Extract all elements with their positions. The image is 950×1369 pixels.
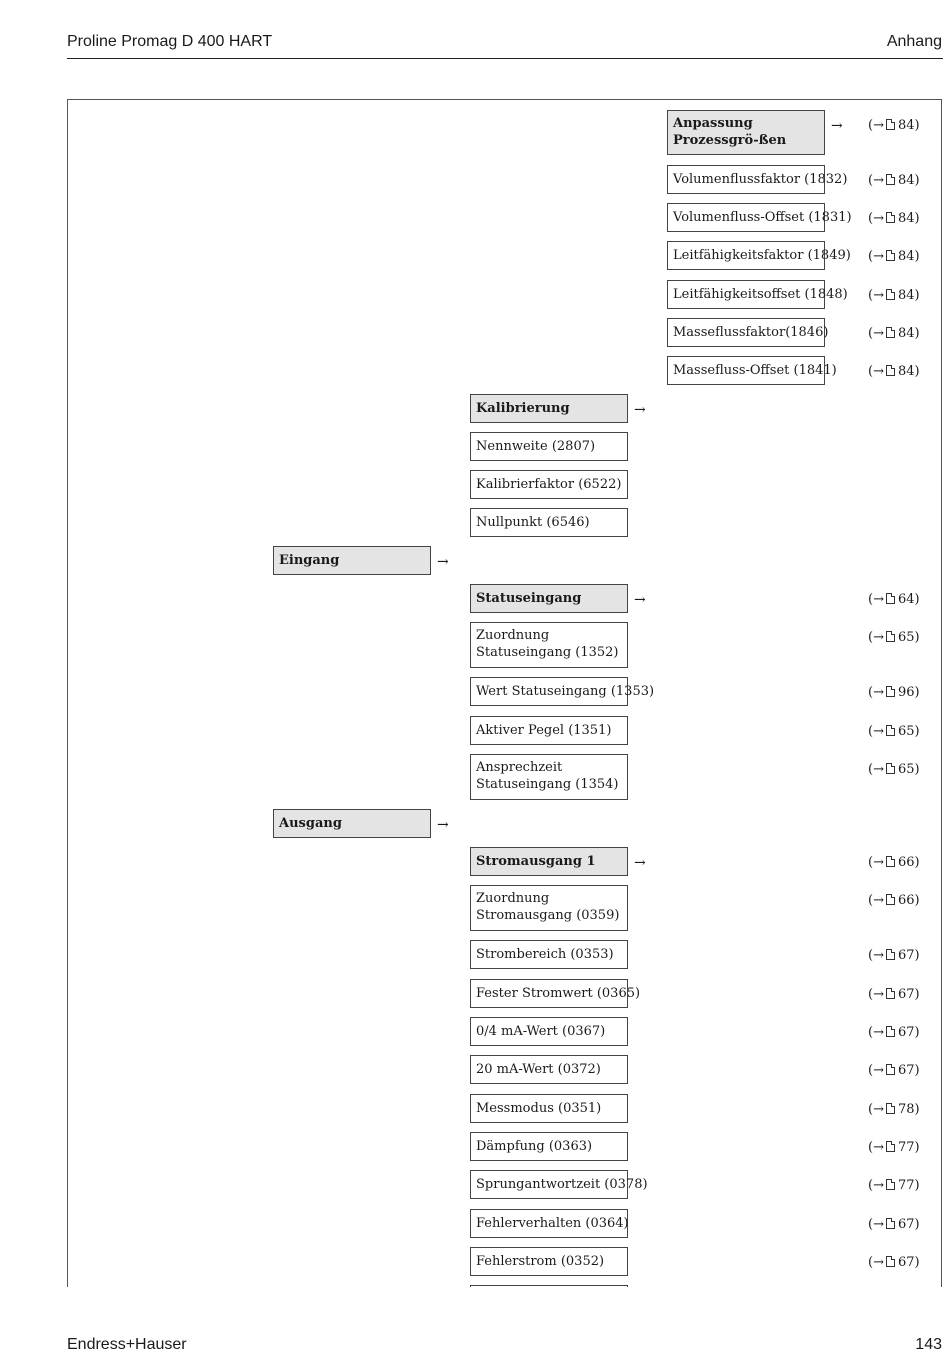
page-reference[interactable]: (→ 78)	[868, 1102, 920, 1117]
menu-item-fehlerverhalten[interactable]: Fehlerverhalten (0364)	[470, 1209, 628, 1238]
arrow-icon: →	[831, 118, 843, 134]
page-icon	[886, 725, 895, 736]
arrow-icon: →	[634, 402, 646, 418]
page-reference[interactable]: (→ 67)	[868, 1063, 920, 1078]
arrow-icon: →	[634, 592, 646, 608]
menu-group-anpassung-prozessgroessen[interactable]: Anpassung Prozessgrö-ßen	[667, 110, 825, 155]
page-reference[interactable]: (→ 67)	[868, 1025, 920, 1040]
menu-item-massefluss-offset[interactable]: Massefluss-Offset (1841)	[667, 356, 825, 385]
menu-group-ausgang[interactable]: Ausgang	[273, 809, 431, 838]
menu-item-daempfung[interactable]: Dämpfung (0363)	[470, 1132, 628, 1161]
company-name: Endress+Hauser	[67, 1336, 187, 1353]
menu-item-ansprechzeit-statuseingang[interactable]: Ansprechzeit Statuseingang (1354)	[470, 754, 628, 800]
page-icon	[886, 250, 895, 261]
page-reference[interactable]: (→ 84)	[868, 249, 920, 264]
page-icon	[886, 1256, 895, 1267]
page-reference[interactable]: (→ 84)	[868, 326, 920, 341]
menu-item-zuordnung-statuseingang[interactable]: Zuordnung Statuseingang (1352)	[470, 622, 628, 668]
menu-item-nennweite[interactable]: Nennweite (2807)	[470, 432, 628, 461]
page-icon	[886, 174, 895, 185]
document-title: Proline Promag D 400 HART	[67, 33, 273, 50]
page-reference[interactable]: (→ 84)	[868, 364, 920, 379]
menu-item-masseflussfaktor[interactable]: Masseflussfaktor(1846)	[667, 318, 825, 347]
menu-item-zuordnung-stromausgang[interactable]: Zuordnung Stromausgang (0359)	[470, 885, 628, 931]
menu-item-20ma-wert[interactable]: 20 mA-Wert (0372)	[470, 1055, 628, 1084]
page-icon	[886, 949, 895, 960]
menu-item-cut-off	[470, 1285, 628, 1287]
page-reference[interactable]: (→ 84)	[868, 211, 920, 226]
menu-item-messmodus[interactable]: Messmodus (0351)	[470, 1094, 628, 1123]
menu-item-aktiver-pegel[interactable]: Aktiver Pegel (1351)	[470, 716, 628, 745]
page-icon	[886, 763, 895, 774]
arrow-icon: →	[437, 554, 449, 570]
menu-item-volumenflussfaktor[interactable]: Volumenflussfaktor (1832)	[667, 165, 825, 194]
page-reference[interactable]: (→ 65)	[868, 630, 920, 645]
page-icon	[886, 1064, 895, 1075]
page-reference[interactable]: (→ 65)	[868, 724, 920, 739]
page-icon	[886, 1179, 895, 1190]
header-rule	[67, 58, 943, 59]
menu-group-kalibrierung[interactable]: Kalibrierung	[470, 394, 628, 423]
page-reference[interactable]: (→ 84)	[868, 173, 920, 188]
page-icon	[886, 686, 895, 697]
page-icon	[886, 1103, 895, 1114]
arrow-icon: →	[437, 817, 449, 833]
section-title: Anhang	[886, 33, 942, 50]
page-icon	[886, 1218, 895, 1229]
page-number: 143	[915, 1336, 942, 1353]
page-reference[interactable]: (→ 67)	[868, 1255, 920, 1270]
page-icon	[886, 119, 895, 130]
page-icon	[886, 856, 895, 867]
menu-group-stromausgang-1[interactable]: Stromausgang 1	[470, 847, 628, 876]
page-reference[interactable]: (→ 67)	[868, 948, 920, 963]
menu-item-strombereich[interactable]: Strombereich (0353)	[470, 940, 628, 969]
menu-group-statuseingang[interactable]: Statuseingang	[470, 584, 628, 613]
page-icon	[886, 212, 895, 223]
page-icon	[886, 894, 895, 905]
menu-item-volumenfluss-offset[interactable]: Volumenfluss-Offset (1831)	[667, 203, 825, 232]
page-reference[interactable]: (→ 66)	[868, 893, 920, 908]
page-reference[interactable]: (→ 84)	[868, 288, 920, 303]
page-icon	[886, 365, 895, 376]
page-icon	[886, 289, 895, 300]
page-reference[interactable]: (→ 77)	[868, 1178, 920, 1193]
menu-group-eingang[interactable]: Eingang	[273, 546, 431, 575]
menu-item-nullpunkt[interactable]: Nullpunkt (6546)	[470, 508, 628, 537]
page-reference[interactable]: (→ 77)	[868, 1140, 920, 1155]
page-icon	[886, 327, 895, 338]
menu-item-leitfaehigkeitsfaktor[interactable]: Leitfähigkeitsfaktor (1849)	[667, 241, 825, 270]
page-reference[interactable]: (→ 84)	[868, 118, 920, 133]
page-icon	[886, 1026, 895, 1037]
menu-item-sprungantwortzeit[interactable]: Sprungantwortzeit (0378)	[470, 1170, 628, 1199]
menu-item-kalibrierfaktor[interactable]: Kalibrierfaktor (6522)	[470, 470, 628, 499]
menu-item-wert-statuseingang[interactable]: Wert Statuseingang (1353)	[470, 677, 628, 706]
page-reference[interactable]: (→ 67)	[868, 987, 920, 1002]
page-reference[interactable]: (→ 66)	[868, 855, 920, 870]
page-reference[interactable]: (→ 96)	[868, 685, 920, 700]
page-icon	[886, 631, 895, 642]
menu-item-leitfaehigkeitsoffset[interactable]: Leitfähigkeitsoffset (1848)	[667, 280, 825, 309]
page-reference[interactable]: (→ 67)	[868, 1217, 920, 1232]
page-icon	[886, 593, 895, 604]
menu-item-fester-stromwert[interactable]: Fester Stromwert (0365)	[470, 979, 628, 1008]
page-icon	[886, 988, 895, 999]
arrow-icon: →	[634, 855, 646, 871]
page-icon	[886, 1141, 895, 1152]
page-reference[interactable]: (→ 65)	[868, 762, 920, 777]
menu-item-0-4ma-wert[interactable]: 0/4 mA-Wert (0367)	[470, 1017, 628, 1046]
menu-item-fehlerstrom[interactable]: Fehlerstrom (0352)	[470, 1247, 628, 1276]
page-reference[interactable]: (→ 64)	[868, 592, 920, 607]
